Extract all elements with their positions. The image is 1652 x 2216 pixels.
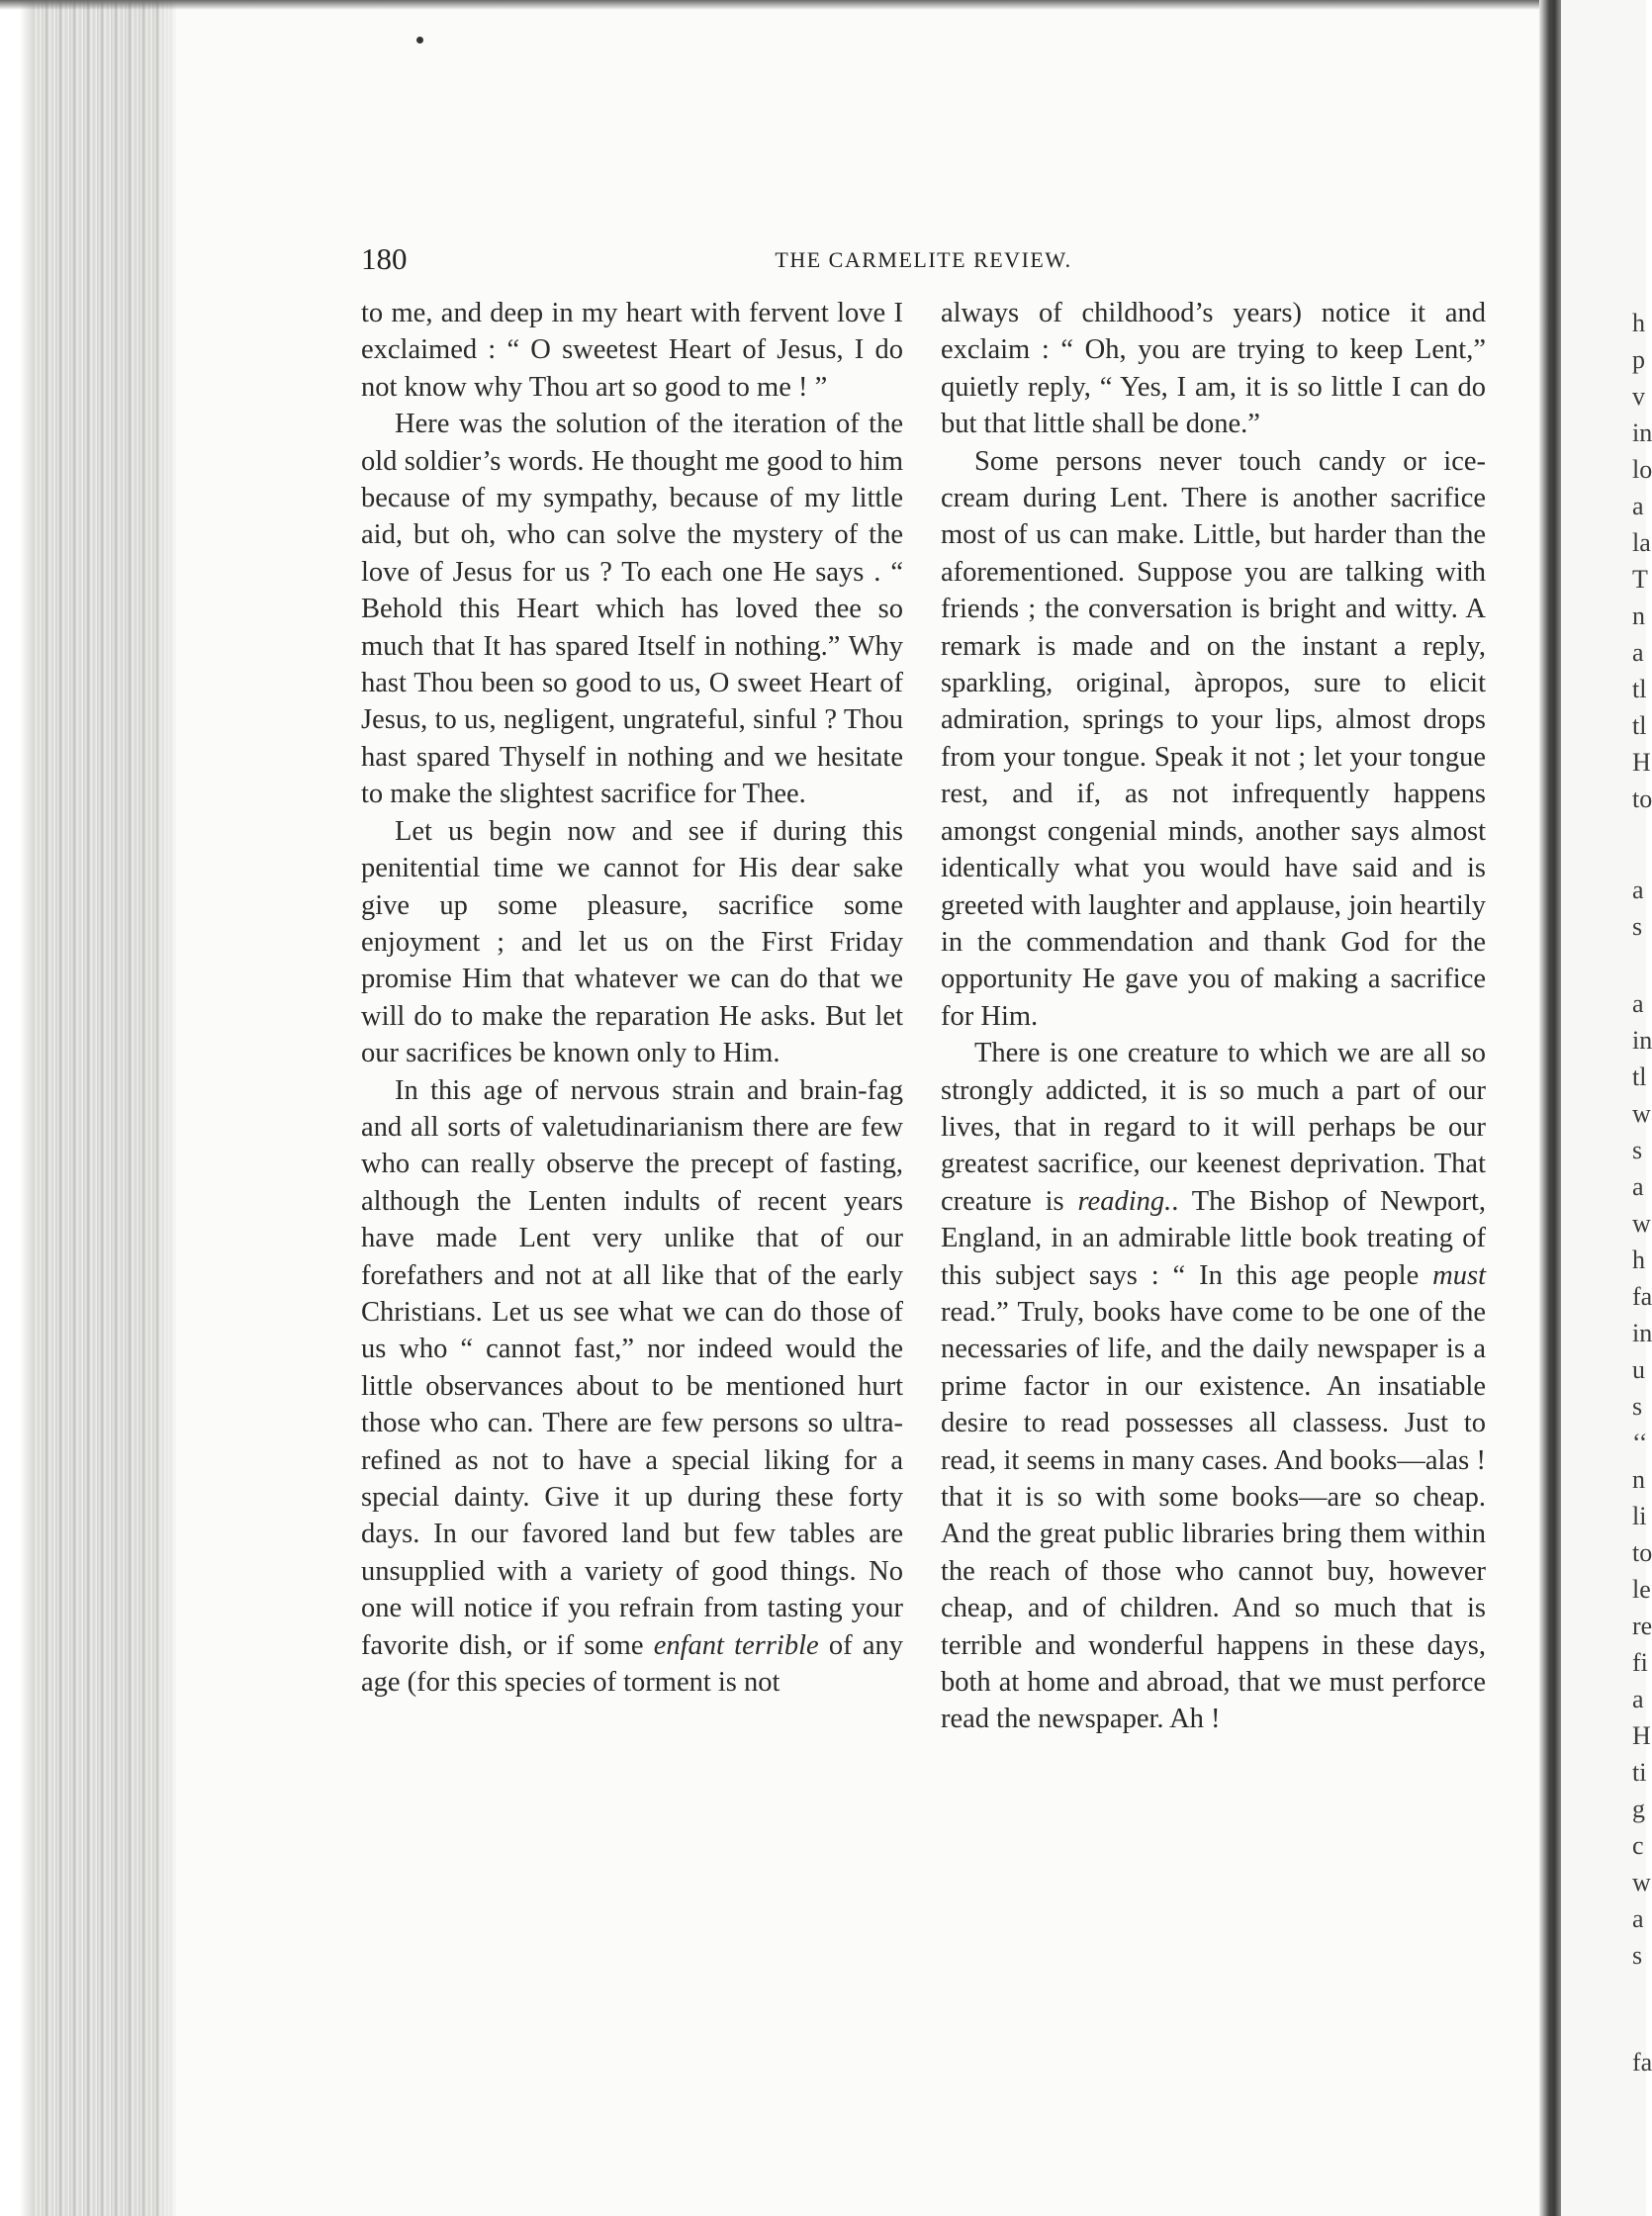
page-number: 180 bbox=[361, 241, 408, 276]
next-page-fragment: la bbox=[1632, 528, 1651, 557]
top-edge-shadow bbox=[0, 0, 1646, 10]
next-page-fragment: s bbox=[1632, 1136, 1643, 1164]
paragraph: Let us begin now and see if during this penitential time we cannot for His dear sake give up some pleasure, sacrifice some enjoyment ; and let us on the First Friday promise Him that whatever we can do that we will do to make the reparation He asks. But let our sacrifices be known only to Him. bbox=[361, 815, 903, 1069]
next-page-fragment: w bbox=[1632, 1099, 1651, 1128]
next-page-fragment: to bbox=[1632, 785, 1652, 813]
left-text-column bbox=[361, 295, 903, 1701]
next-page-fragment: a bbox=[1632, 1172, 1644, 1201]
next-page-fragment: le bbox=[1632, 1575, 1651, 1604]
paragraph: Here was the solution of the iteration of the old soldier’s words. He thought me good to him because of my sympathy, because of my little aid, but oh, who can solve the mystery of the love of Jesus for us ? To each one He says . “ Behold this Heart which has loved thee so much that It has spared Itself in nothing.” Why hast Thou been so good to us, O sweet Heart of Jesus, to us, negligent, ungrateful, sinful ? Thou hast spared Thyself in nothing and we hesitate to make the slightest sacrifice for Thee. bbox=[361, 409, 903, 810]
next-page-fragment: re bbox=[1632, 1612, 1652, 1640]
italic-word: must bbox=[1432, 1259, 1486, 1291]
next-page-fragment: tl bbox=[1632, 675, 1647, 703]
running-head bbox=[361, 241, 1486, 281]
italic-phrase: enfant terrible bbox=[653, 1629, 819, 1661]
next-page-fragment: li bbox=[1632, 1502, 1647, 1530]
next-page-fragment: fa bbox=[1632, 2048, 1652, 2077]
next-page-fragment: a bbox=[1632, 492, 1644, 520]
next-page-fragment: a bbox=[1632, 638, 1644, 667]
next-page-fragment: fi bbox=[1632, 1648, 1648, 1677]
next-page-fragment: u bbox=[1632, 1355, 1645, 1384]
right-text-column bbox=[941, 295, 1486, 1738]
italic-word: reading. bbox=[1077, 1185, 1172, 1217]
paragraph-text: In this age of nervous strain and brain-fag and all sorts of valetudinarianism there are few who can really observe the precept of fasting, although the Lenten indults of recent years have made Lent very unlike that of our forefathers and not at all like that of the early Christians. Let us see what we can do those of us who “ cannot fast,” nor indeed would the little observances about to be mentioned hurt those who can. There are few persons so ultra-refined as not to have a special liking for a special dainty. Give it up during these forty days. In our favored land but few tables are unsupplied with a variety of good things. No one will notice if you refrain from tasting your favorite dish, or if some bbox=[361, 1074, 903, 1661]
next-page-fragment: ‘‘ bbox=[1632, 1429, 1648, 1457]
paragraph: Some persons never touch candy or ice-cream during Lent. There is another sacrifice most of us can make. Little, but harder than the aforementioned. Suppose you are talking with friends ; the conversation is bright and witty. A remark is made and on the instant a reply, sparkling, original, àpropos, sure to elicit admiration, springs to your lips, almost drops from your tongue. Speak it not ; let your tongue rest, and if, as not infrequently happens amongst congenial minds, another says almost identically what you would have said and is greeted with laughter and applause, join heartily in the commendation and thank God for the opportunity He gave you of making a sacrifice for Him. bbox=[941, 445, 1486, 1032]
next-page-fragment: a bbox=[1632, 876, 1644, 904]
next-page-fragment: c bbox=[1632, 1831, 1644, 1860]
next-page-fragment: n bbox=[1632, 1465, 1645, 1494]
next-page-fragment: h bbox=[1632, 1246, 1645, 1274]
next-page-fragment: tl bbox=[1632, 1062, 1647, 1091]
next-page-fragment: to bbox=[1632, 1538, 1652, 1567]
next-page-fragment: a bbox=[1632, 989, 1644, 1018]
next-page-edge bbox=[1561, 0, 1652, 2216]
paragraph: to me, and deep in my heart with fervent love I exclaimed : “ O sweetest Heart of Jesus, I do not know why Thou art so good to me ! ” bbox=[361, 298, 903, 403]
paragraph-text: read.” Truly, books have come to be one of the necessaries of life, and the daily newspaper is a prime factor in our existence. An insatiable desire to read possesses all classess. Just to read, it seems in many cases. And books—alas ! that it is so with some books—are so cheap. And the great public libraries bring them within the reach of those who cannot buy, however cheap, and of children. And so much that is terrible and wonderful happens in these days, both at home and abroad, that we must perforce read the newspaper. Ah ! bbox=[941, 1296, 1486, 1735]
paragraph bbox=[941, 1035, 1486, 1738]
next-page-fragment: w bbox=[1632, 1209, 1651, 1238]
next-page-fragment: s bbox=[1632, 1941, 1643, 1970]
next-page-fragment: in bbox=[1632, 418, 1652, 447]
next-page-fragment: a bbox=[1632, 1685, 1644, 1713]
next-page-fragment: lo bbox=[1632, 455, 1652, 484]
paragraph-text: . The Bishop of Newport, England, in an admirable little book treating of this subject says : “ In this age people bbox=[941, 1185, 1487, 1291]
next-page-fragment: ti bbox=[1632, 1758, 1647, 1787]
next-page-fragment: s bbox=[1632, 912, 1643, 941]
journal-title: THE CARMELITE REVIEW. bbox=[775, 247, 1072, 272]
next-page-fragment: w bbox=[1632, 1868, 1651, 1896]
book-gutter bbox=[1539, 0, 1561, 2216]
next-page-fragment: fa bbox=[1632, 1282, 1652, 1311]
next-page-fragment: in bbox=[1632, 1319, 1652, 1347]
next-page-fragment: s bbox=[1632, 1392, 1643, 1421]
next-page-fragment: p bbox=[1632, 345, 1645, 374]
next-page-fragment: tl bbox=[1632, 711, 1647, 740]
next-page-fragment: in bbox=[1632, 1026, 1652, 1055]
next-page-fragment: v bbox=[1632, 382, 1645, 411]
paragraph bbox=[361, 1072, 903, 1702]
next-page-fragment: n bbox=[1632, 601, 1645, 630]
next-page-fragment: T bbox=[1632, 565, 1648, 594]
next-page-fragment: H bbox=[1632, 1721, 1651, 1750]
paragraph: always of childhood’s years) notice it and exclaim : “ Oh, you are trying to keep Lent,” quietly reply, “ Yes, I am, it is so little I can do but that little shall be done.” bbox=[941, 298, 1486, 440]
next-page-fragment: a bbox=[1632, 1904, 1644, 1933]
left-margin-shadow bbox=[0, 0, 34, 2216]
paragraph-text: There is one creature to which we are all so strongly addicted, it is so much a part of our lives, that in regard to it will perhaps be our greatest sacrifice, our keenest deprivation. That creature is bbox=[941, 1038, 1486, 1217]
next-page-fragment: h bbox=[1632, 309, 1645, 337]
next-page-fragment: H bbox=[1632, 748, 1651, 777]
paragraph-text: of any age (for this species of torment is not bbox=[361, 1629, 904, 1699]
ink-speck bbox=[416, 37, 423, 44]
next-page-fragment: g bbox=[1632, 1795, 1645, 1823]
